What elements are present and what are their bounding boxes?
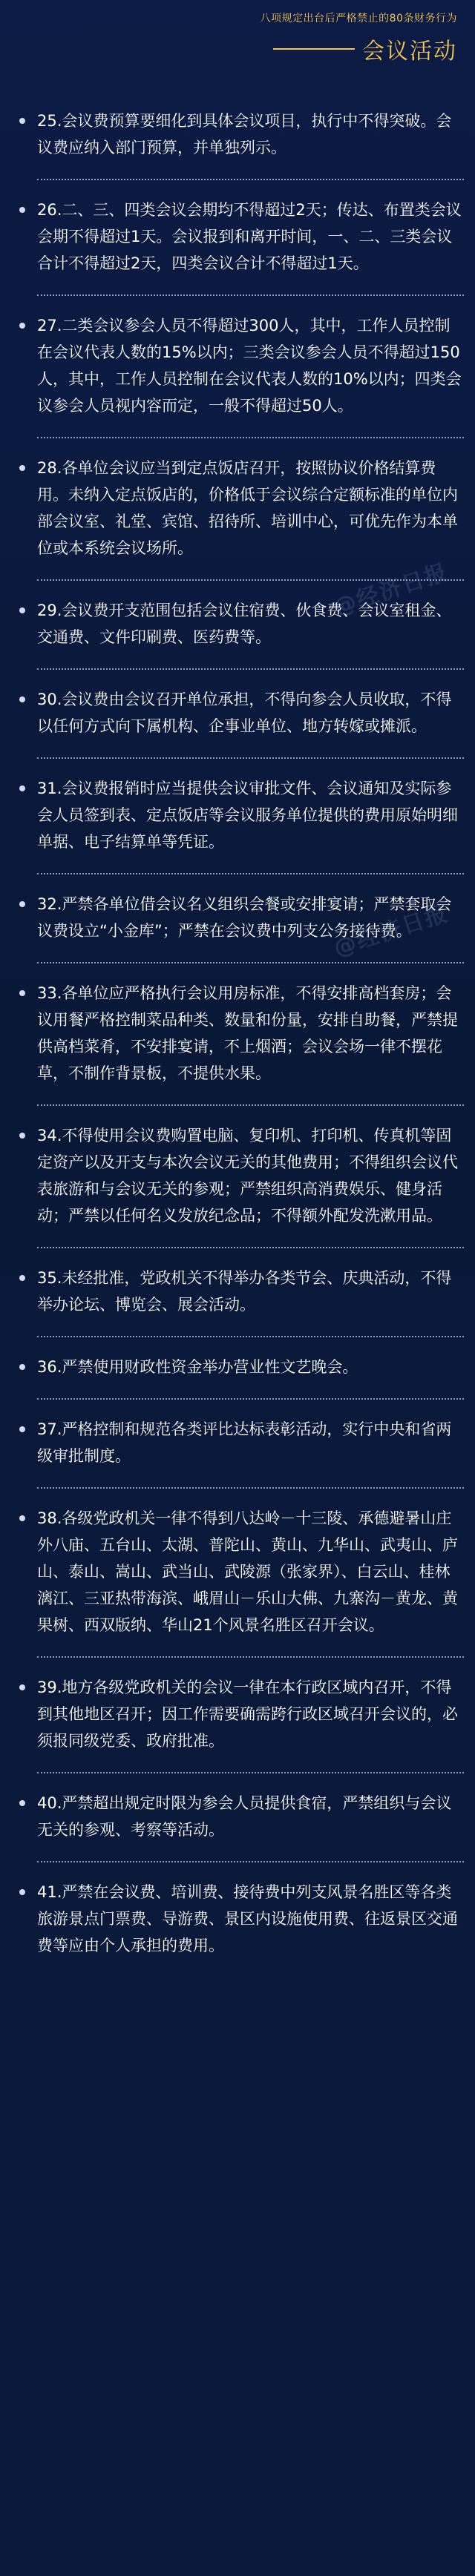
rule-text: 32.严禁各单位借会议名义组织会餐或安排宴请；严禁套取会议费设立“小金库”；严禁在会议费中列支公务接待费。 [37,895,452,940]
rule-text: 39.地方各级党政机关的会议一律在本行政区域内召开，不得到其他地区召开；因工作需要确需跨行政区域召开会议的，必须报同级党委、政府批准。 [37,1679,458,1750]
rule-item [37,1790,464,1843]
rule-item [37,312,464,419]
dotted-divider [37,1861,464,1862]
rule-text: 27.二类会议参会人员不得超过300人，其中，工作人员控制在会议代表人数的15%以内；三类会议参会人员不得超过150人，其中，工作人员控制在会议代表人数的10%以内；四类会议参会人员视内容而定，一般不得超过50人。 [37,317,462,415]
bullet-dot-icon [19,1889,25,1895]
dotted-divider [37,757,464,759]
dotted-divider [37,1772,464,1773]
rule-item [37,1265,464,1318]
page-title: 会议活动 [362,39,457,65]
header-subtitle: 八项规定出台后严格禁止的80条财务行为 [260,13,457,24]
rule-text: 28.各单位会议应当到定点饭店召开，按照协议价格结算费用。未纳入定点饭店的，价格低于会议综合定额标准的单位内部会议室、礼堂、宾馆、招待所、培训中心，可优先作为本单位或本系统会议场所。 [37,459,458,557]
dotted-divider [37,962,464,963]
rule-text: 36.严禁使用财政性资金举办营业性文艺晚会。 [37,1358,358,1376]
bullet-dot-icon [19,1133,25,1139]
rule-item [37,455,464,561]
rule-item [37,686,464,739]
rule-text: 40.严禁超出规定时限为参会人员提供食宿，严禁组织与会议无关的参观、考察等活动。 [37,1794,452,1839]
dotted-divider [37,1104,464,1106]
bullet-dot-icon [19,990,25,996]
dotted-divider [37,668,464,670]
dotted-divider [37,579,464,581]
rule-item [37,1879,464,1959]
rule-text: 31.会议费报销时应当提供会议审批文件、会议通知及实际参会人员签到表、定点饭店等会议服务单位提供的费用原始明细单据、电子结算单等凭证。 [37,780,458,851]
rule-text: 34.不得使用会议费购置电脑、复印机、打印机、传真机等固定资产以及开支与本次会议无关的其他费用；不得组织会议代表旅游和与会议无关的参观；严禁组织高消费娱乐、健身活动；严禁以任何名义发放纪念品；不得额外配发洗漱用品。 [37,1127,458,1225]
rule-text: 33.各单位应严格执行会议用房标准，不得安排高档套房；会议用餐严格控制菜品种类、数量和份量，安排自助餐，严禁提供高档菜肴，不安排宴请，不上烟酒；会议会场一律不摆花草，不制作背景板，不提供水果。 [37,984,458,1082]
bullet-dot-icon [19,1515,25,1521]
bullet-dot-icon [19,1426,25,1432]
rule-item [37,1674,464,1754]
rule-text: 25.会议费预算要细化到具体会议项目，执行中不得突破。会议费应纳入部门预算，并单独列示。 [37,112,452,157]
watermark: @经济日报 [330,900,452,962]
dotted-divider [37,179,464,180]
rule-text: 41.严禁在会议费、培训费、接待费中列支风景名胜区等各类旅游景点门票费、导游费、景区内设施使用费、往返景区交通费等应由个人承担的费用。 [37,1883,458,1954]
bullet-dot-icon [19,607,25,613]
header-title-row [273,33,457,65]
dotted-divider [37,1336,464,1337]
bullet-dot-icon [19,1684,25,1690]
bullet-dot-icon [19,785,25,791]
rule-item [37,775,464,855]
dotted-divider [37,1247,464,1248]
watermark: @经济日报 [330,559,452,621]
dotted-divider [37,873,464,874]
bullet-dot-icon [19,118,25,124]
bullet-dot-icon [19,1275,25,1281]
rule-item [37,1354,464,1380]
rule-text: 35.未经批准，党政机关不得举办各类节会、庆典活动，不得举办论坛、博览会、展会活动。 [37,1269,452,1314]
rule-item [37,980,464,1087]
rule-text: 38.各级党政机关一律不得到八达岭－十三陵、承德避暑山庄外八庙、五台山、太湖、普陀山、黄山、九华山、武夷山、庐山、泰山、嵩山、武当山、武陵源（张家界）、白云山、桂林漓江、三亚热带海滨、峨眉山－乐山大佛、九寨沟－黄龙、黄果树、西双版纳、华山21个风景名胜区召开会议。 [37,1509,458,1634]
dotted-divider [37,1487,464,1489]
rule-item [37,1416,464,1469]
dotted-divider [37,437,464,438]
rule-text: 37.严格控制和规范各类评比达标表彰活动，实行中央和省两级审批制度。 [37,1420,452,1465]
dotted-divider [37,1656,464,1658]
rule-item [37,197,464,277]
rule-text: 30.会议费由会议召开单位承担，不得向参会人员收取，不得以任何方式向下属机构、企事业单位、地方转嫁或摊派。 [37,691,452,735]
bullet-dot-icon [19,207,25,213]
rule-item [37,597,464,650]
dotted-divider [37,1398,464,1400]
rule-item [37,108,464,161]
bullet-dot-icon [19,901,25,907]
title-decor-line [273,48,355,50]
bullet-dot-icon [19,323,25,329]
rules-list [37,108,464,1959]
bullet-dot-icon [19,465,25,471]
rule-item [37,891,464,944]
header [0,0,475,83]
dotted-divider [37,294,464,296]
bullet-dot-icon [19,1800,25,1806]
rule-text: 29.会议费开支范围包括会议住宿费、伙食费、会议室租金、交通费、文件印刷费、医药费等。 [37,602,452,646]
bullet-dot-icon [19,1364,25,1370]
bullet-dot-icon [19,696,25,702]
rule-item [37,1122,464,1229]
rule-text: 26.二、三、四类会议会期均不得超过2天；传达、布置类会议会期不得超过1天。会议报到和离开时间，一、二、三类会议合计不得超过2天，四类会议合计不得超过1天。 [37,201,462,272]
rule-item [37,1505,464,1638]
